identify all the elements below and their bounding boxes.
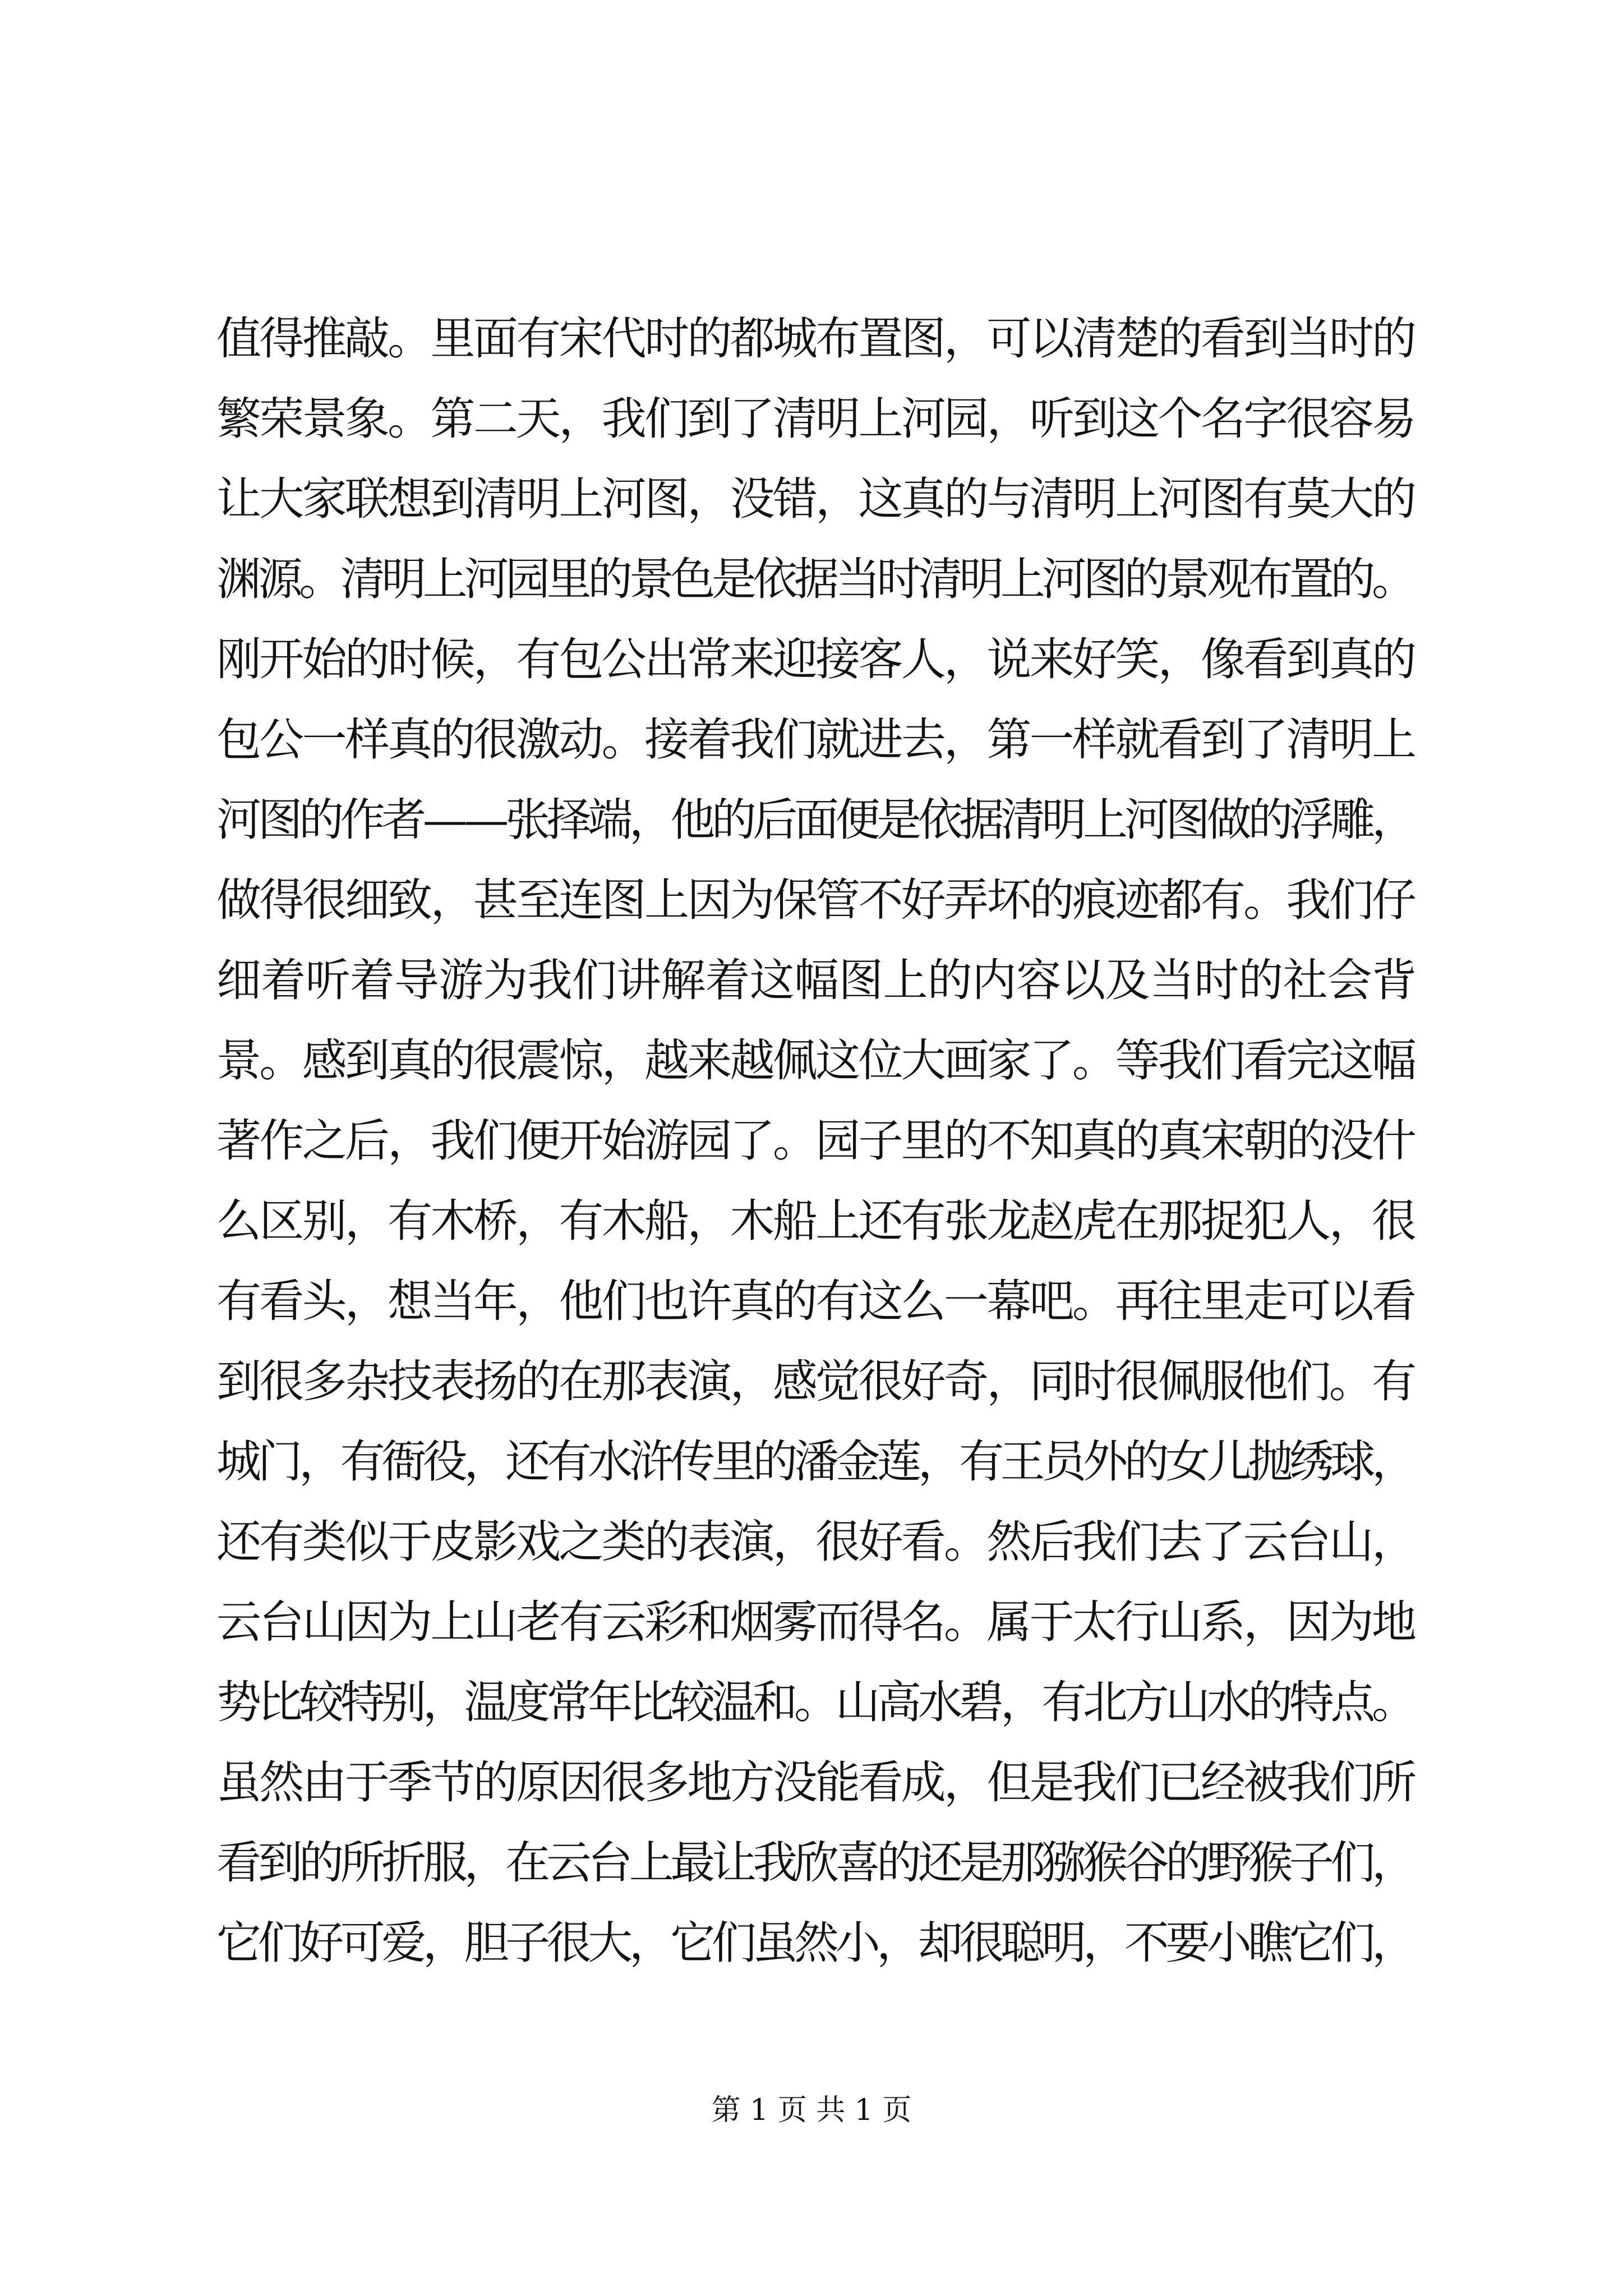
text-line: 让大家联想到清明上河图，没错，这真的与清明上河图有莫大的 [216, 473, 1415, 525]
text-line: 刚开始的时候，有包公出常来迎接客人，说来好笑，像看到真的 [216, 633, 1415, 685]
text-line: 值得推敲。里面有宋代时的都城布置图，可以清楚的看到当时的 [216, 312, 1415, 365]
text-line: 势比较特别，温度常年比较温和。山高水碧，有北方山水的特点。 [216, 1676, 1413, 1728]
text-line: 还有类似于皮影戏之类的表演，很好看。然后我们去了云台山， [216, 1516, 1415, 1568]
text-line: 繁荣景象。第二天，我们到了清明上河园，听到这个名字很容易 [216, 393, 1415, 445]
text-line: 么区别，有木桥，有木船，木船上还有张龙赵虎在那捉犯人，很 [216, 1195, 1415, 1247]
page-number-footer: 第 1 页 共 1 页 [711, 2093, 912, 2127]
text-line: 云台山因为上山老有云彩和烟雾而得名。属于太行山系，因为地 [216, 1596, 1415, 1648]
text-line: 细着听着导游为我们讲解着这幅图上的内容以及当时的社会背 [216, 954, 1417, 1006]
text-line: 虽然由于季节的原因很多地方没能看成，但是我们已经被我们所 [216, 1756, 1415, 1809]
text-line: 渊源。清明上河园里的景色是依据当时清明上河图的景观布置的。 [216, 553, 1413, 605]
text-line: 它们好可爱，胆子很大，它们虽然小，却很聪明，不要小瞧它们， [216, 1917, 1413, 1969]
text-line: 景。感到真的很震惊，越来越佩这位大画家了。等我们看完这幅 [216, 1034, 1415, 1087]
text-line: 著作之后，我们便开始游园了。园子里的不知真的真宋朝的没什 [216, 1115, 1415, 1167]
text-line: 有看头，想当年，他们也许真的有这么一幕吧。再往里走可以看 [216, 1275, 1415, 1327]
text-line: 包公一样真的很激动。接着我们就进去，第一样就看到了清明上 [216, 714, 1415, 766]
text-line: 到很多杂技表扬的在那表演，感觉很好奇，同时很佩服他们。有 [216, 1355, 1415, 1407]
text-line: 城门，有衙役，还有水浒传里的潘金莲，有王员外的女儿抛绣球， [216, 1435, 1413, 1488]
text-line: 河图的作者——张择端，他的后面便是依据清明上河图做的浮雕， [216, 794, 1413, 846]
text-line: 看到的所折服，在云台上最让我欣喜的还是那猕猴谷的野猴子们， [216, 1837, 1413, 1889]
text-line: 做得很细致，甚至连图上因为保管不好弄坏的痕迹都有。我们仔 [216, 874, 1415, 926]
body-text [216, 298, 1417, 1983]
